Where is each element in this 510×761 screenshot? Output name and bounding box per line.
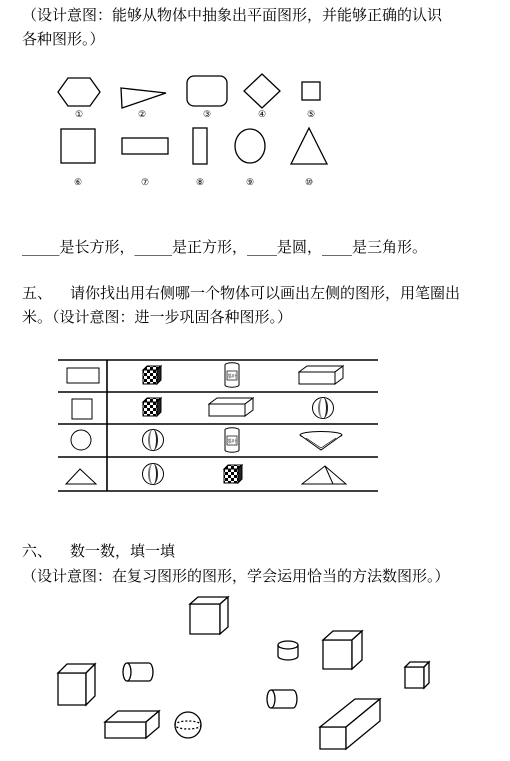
table-square-shape (72, 399, 92, 419)
cube-solid (58, 664, 95, 705)
intent-text-line2: 各种图形。） (22, 30, 105, 48)
cuboid-object (299, 366, 343, 384)
shape-number: ② (137, 110, 147, 120)
cylinder-solid (123, 663, 153, 681)
shape-number: ④ (257, 110, 267, 120)
shape-number: ⑧ (195, 178, 205, 188)
cone-object (300, 432, 342, 451)
tea-can-label: 茶叶 (226, 374, 238, 380)
ball-object (313, 398, 334, 419)
shape-number: ⑤ (306, 110, 316, 120)
cube-object (143, 366, 161, 384)
cube-object (224, 465, 242, 483)
shape-number: ⑨ (245, 178, 255, 188)
intent-text: （设计意图：在复习图形的图形，学会运用恰当的方法数图形。） (22, 567, 450, 585)
intent-text-line1: （设计意图：能够从物体中抽象出平面图形，并能够正确的认识 (22, 6, 443, 24)
section-number: 五、 (22, 284, 53, 302)
cuboid-object (209, 398, 253, 416)
cuboid-solid (105, 711, 159, 738)
fill-blank-sentence: _____是长方形，_____是正方形，____是圆，____是三角形。 (22, 238, 428, 256)
section-number: 六、 (22, 542, 53, 560)
section-title-line1: 请你找出用右侧哪一个物体可以画出左侧的图形，用笔圈出 (70, 284, 461, 302)
shape-number: ⑦ (140, 178, 150, 188)
cylinder-solid (267, 690, 297, 708)
table-circle-shape (71, 430, 91, 450)
shape-number: ⑩ (304, 178, 314, 188)
pyramid-object (302, 466, 346, 484)
section-title: 数一数，填一填 (70, 542, 176, 560)
ball-object (143, 430, 164, 451)
cuboid-solid (320, 699, 380, 749)
table-rectangle-shape (67, 368, 99, 383)
shape-number: ③ (202, 110, 212, 120)
cube-solid (405, 662, 429, 688)
shape-number: ① (74, 110, 84, 120)
cube-solid (190, 597, 228, 634)
shape-number: ⑥ (73, 178, 83, 188)
table-triangle-shape (66, 469, 96, 484)
tea-can-label: 茶叶 (226, 439, 238, 445)
cylinder-solid (278, 641, 298, 660)
ball-object (143, 464, 164, 485)
section-title-line2: 米。（设计意图：进一步巩固各种图形。） (22, 308, 293, 326)
cube-object (143, 398, 161, 416)
sphere-solid (175, 712, 201, 738)
cube-solid (323, 631, 362, 669)
